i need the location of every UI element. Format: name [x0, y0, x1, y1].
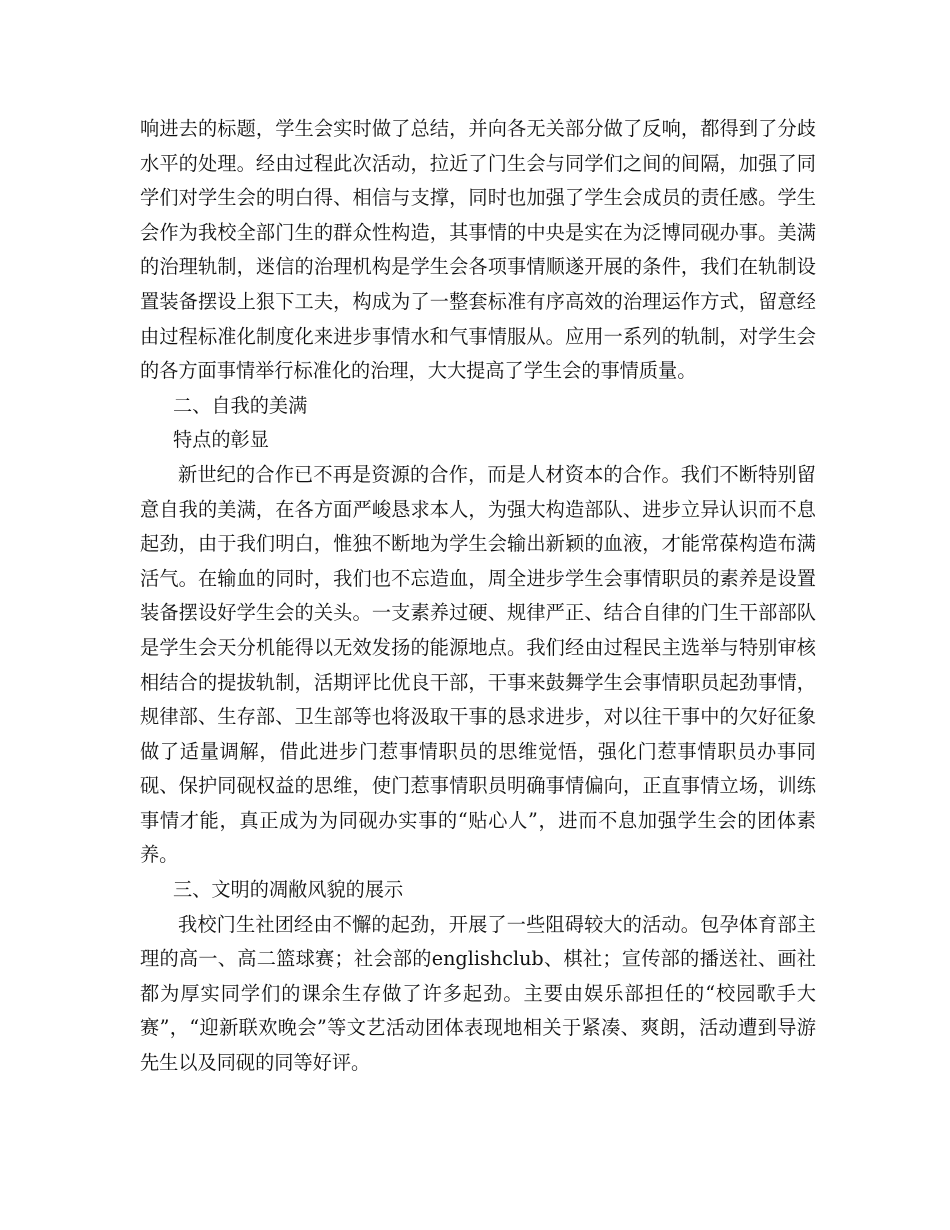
- paragraph-culture-activities: 我校门生社团经由不懈的起劲，开展了一些阻碍较大的活动。包孕体育部主理的高一、高二篮球赛；社会部的englishclub、棋社；宣传部的播送社、画社都为厚实同学们的课余生存做了许多起劲。主要由娱乐部担任的“校园歌手大赛”，“迎新联欢晚会”等文艺活动团体表现地相关于紧凑、爽朗，活动遭到导游先生以及同砚的同等好评。: [140, 912, 816, 1075]
- section-heading-3: 三、文明的凋敝风貌的展示: [173, 878, 404, 902]
- section-heading-2: 二、自我的美满: [173, 393, 308, 417]
- paragraph-self-improvement: 新世纪的合作已不再是资源的合作，而是人材资本的合作。我们不断特别留意自我的美满，在各方面严峻恳求本人，为强大构造部队、进步立异认识而不息起劲，由于我们明白，惟独不断地为学生会输出新颖的血液，才能常葆构造布满活气。在输血的同时，我们也不忘造血，周全进步学生会事情职员的素养是设置装备摆设好学生会的关头。一支素养过硬、规律严正、结合自律的门生干部部队是学生会天分机能得以无效发扬的能源地点。我们经由过程民主选举与特别审核相结合的提拔轨制，活期评比优良干部，干事来鼓舞学生会事情职员起劲事情，规律部、生存部、卫生部等也将汲取干事的恳求进步，对以往干事中的欠好征象做了适量调解，借此进步门惹事情职员的思维觉悟，强化门惹事情职员办事同砚、保护同砚权益的思维，使门惹事情职员明确事情偏向，正直事情立场，训练事情才能，真正成为为同砚办实事的“贴心人”，进而不息加强学生会的团体素养。: [140, 462, 816, 867]
- sub-heading: 特点的彰显: [173, 428, 269, 452]
- paragraph-continuation: 响进去的标题，学生会实时做了总结，并向各无关部分做了反响，都得到了分歧水平的处理。经由过程此次活动，拉近了门生会与同学们之间的间隔，加强了同学们对学生会的明白得、相信与支撑，同时也加强了学生会成员的责任感。学生会作为我校全部门生的群众性构造，其事情的中央是实在为泛博同砚办事。美满的治理轨制，迷信的治理机构是学生会各项事情顺遂开展的条件，我们在轨制设置装备摆设上狠下工夫，构成为了一整套标准有序高效的治理运作方式，留意经由过程标准化制度化来进步事情水和气事情服从。应用一系列的轨制，对学生会的各方面事情举行标准化的治理，大大提高了学生会的事情质量。: [140, 117, 816, 383]
- document-page: [140, 112, 816, 1081]
